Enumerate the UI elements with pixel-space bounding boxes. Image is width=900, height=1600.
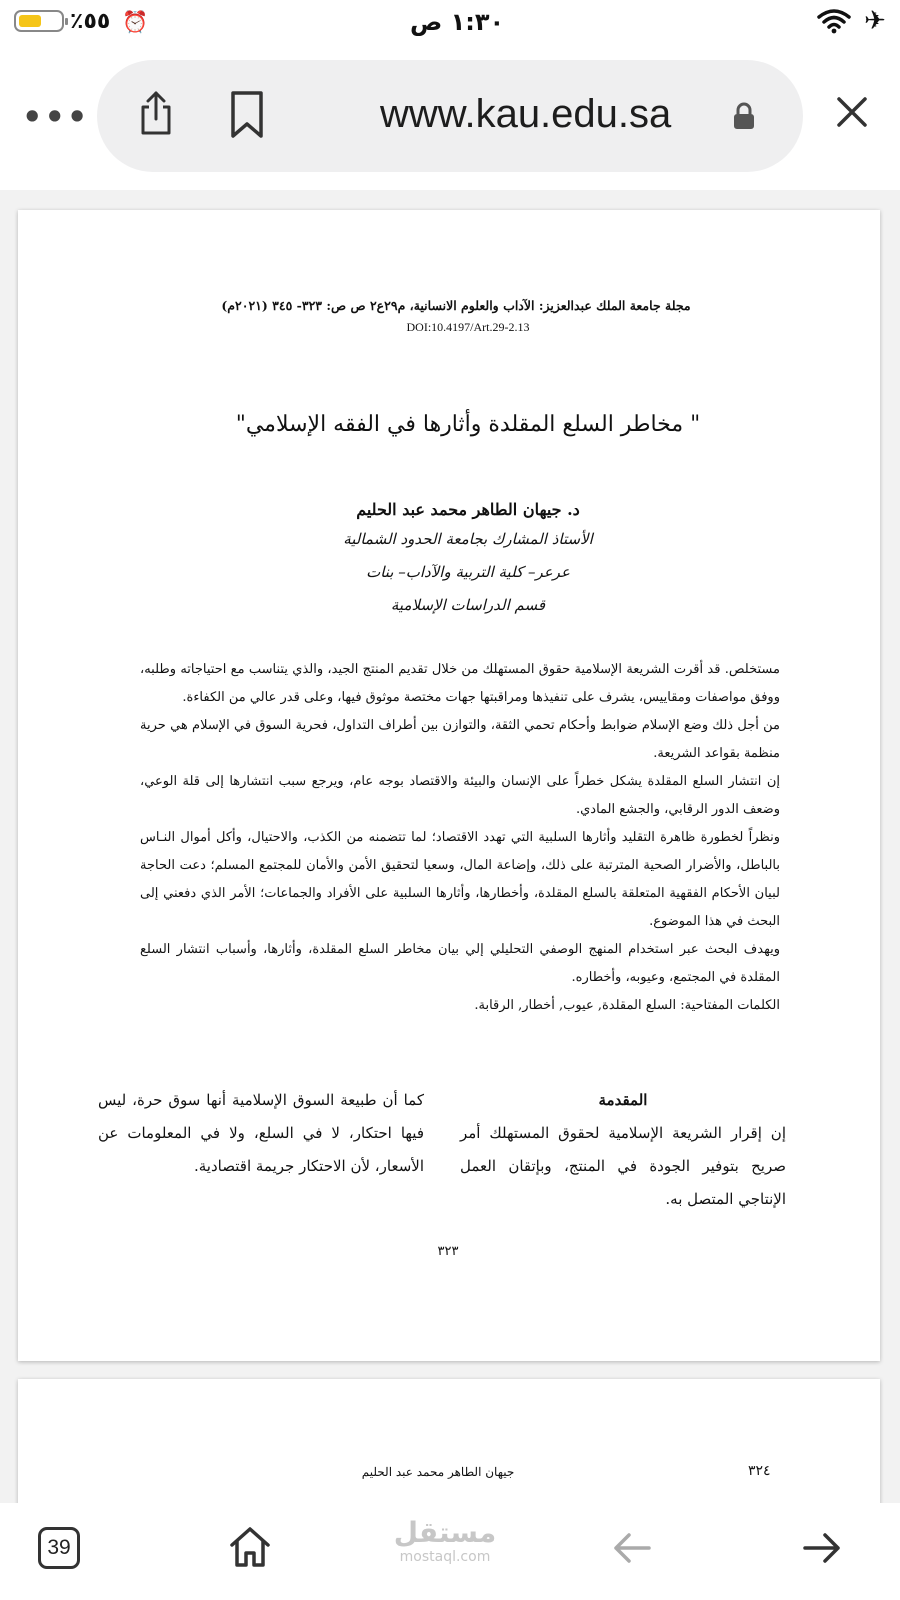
close-icon[interactable] (836, 96, 868, 132)
battery-level (19, 15, 41, 27)
intro-paragraph: كما أن طبيعة السوق الإسلامية أنها سوق حرة، ليس فيها احتكار، لا في السلع، ولا في المعلومات عن الأسعار، لأن الاحتكار جريمة اقتصادية. (98, 1091, 424, 1175)
keywords: الكلمات المفتاحية: السلع المقلدة, عيوب, أخطار, الرقابة. (474, 998, 780, 1013)
intro-column-right (460, 1084, 786, 1216)
journal-header: مجلة جامعة الملك عبدالعزيز: الآداب والعلوم الانسانية، م٢٩ع٢ ص ص: ٣٢٣- ٣٤٥ (٢٠٢١م) (221, 298, 691, 313)
intro-paragraph: إن إقرار الشريعة الإسلامية لحقوق المستهلك أمر صريح بتوفير الجودة في المنتج، وبإتقان العمل الإنتاجي المتصل به. (460, 1124, 786, 1208)
wifi-icon (817, 8, 851, 38)
status-bar (0, 0, 900, 52)
battery-percent: ٪٥٥ (70, 9, 111, 34)
intro-column-left (98, 1084, 424, 1183)
url-text[interactable]: www.kau.edu.sa (380, 92, 672, 136)
pdf-page-2 (18, 1379, 880, 1503)
intro-heading: المقدمة (598, 1091, 648, 1109)
pdf-viewer[interactable] (0, 190, 900, 1503)
running-header-author: جيهان الطاهر محمد عبد الحليم (361, 1465, 515, 1479)
abstract-paragraph: إن انتشار السلع المقلدة يشكل خطراً على الإنسان والبيئة والاقتصاد بوجه عام، ويرجع سبب انتشارها إلى قلة الوعي، وضعف الدور الرقابي، والجشع المادي. (140, 774, 780, 817)
page-number: ٣٢٣ (437, 1244, 459, 1259)
home-icon[interactable] (228, 1525, 272, 1573)
lock-icon (733, 102, 755, 134)
status-time: ١:٣٠ ص (410, 8, 505, 36)
alarm-icon: ⏰ (122, 10, 149, 34)
abstract-paragraph: مستخلص. قد أقرت الشريعة الإسلامية حقوق المستهلك من خلال تقديم المنتج الجيد، والذي يتناسب مع احتياجاته وطلبه، ووفق مواصفات ومقاييس، يشرف على تنفيذها ومراقبتها جهات مختصة موثوق فيها، وعلى قدر عالي من الكفاءة. (140, 662, 780, 705)
watermark-arabic: مستقل (393, 1516, 497, 1549)
abstract (140, 656, 780, 1020)
watermark-latin: mostaql.com (399, 1549, 491, 1565)
author-name: د. جيهان الطاهر محمد عبد الحليم (356, 500, 580, 519)
affiliation-line: قسم الدراسات الإسلامية (390, 596, 546, 614)
affiliation-line: الأستاذ المشارك بجامعة الحدود الشمالية (343, 530, 593, 548)
forward-arrow-icon[interactable] (802, 1531, 842, 1569)
tabs-icon[interactable]: 39 (38, 1527, 80, 1569)
battery-icon (14, 10, 64, 32)
abstract-paragraph: ونظراً لخطورة ظاهرة التقليد وأثارها السلبية التي تهدد الاقتصاد؛ لما تتضمنه من الكذب، والاحتيال، وأكل أموال النـاس بالباطل، والأضرار الصحية المترتبة على ذلك، وإضاعة المال، وسعيا لتحقيق الأمن والأمان للمجتمع المسلم؛ دعت الحاجة لبيان الأحكام الفقهية المتعلقة بالسلع المقلدة، وأخطارها، وأثارها السلبية على الأفراد والجماعات؛ الأمر الذي دفعني إلى البحث في هذا الموضوع. (140, 830, 780, 929)
back-arrow-icon[interactable] (612, 1531, 652, 1569)
share-icon[interactable] (137, 90, 175, 140)
paper-title: " مخاطر السلع المقلدة وأثارها في الفقه الإسلامي" (235, 412, 701, 437)
watermark (385, 1517, 505, 1565)
bookmark-icon[interactable] (229, 90, 265, 144)
abstract-paragraph: ويهدف البحث عبر استخدام المنهج الوصفي التحليلي إلي بيان مخاطر السلع المقلدة، وأثارها، وأسباب انتشار السلع المقلدة في المجتمع، وعيوبه، وأخطاره. (140, 942, 780, 985)
bottom-toolbar (0, 1503, 900, 1600)
pdf-page-1 (18, 210, 880, 1361)
more-icon[interactable]: ••• (22, 98, 90, 136)
browser-bar (0, 52, 900, 190)
page-number: ٣٢٤ (748, 1463, 771, 1479)
address-bar[interactable] (97, 60, 803, 172)
airplane-icon: ✈ (864, 6, 886, 36)
doi-text: DOI:10.4197/Art.29-2.13 (406, 320, 530, 334)
affiliation-line: عرعر– كلية التربية والآداب– بنات (366, 563, 570, 581)
abstract-paragraph: من أجل ذلك وضع الإسلام ضوابط وأحكام تحمي الثقة، والتوازن بين أطراف التداول، فحرية السوق في الإسلام هي حرية منظمة بقواعد الشريعة. (140, 718, 780, 761)
